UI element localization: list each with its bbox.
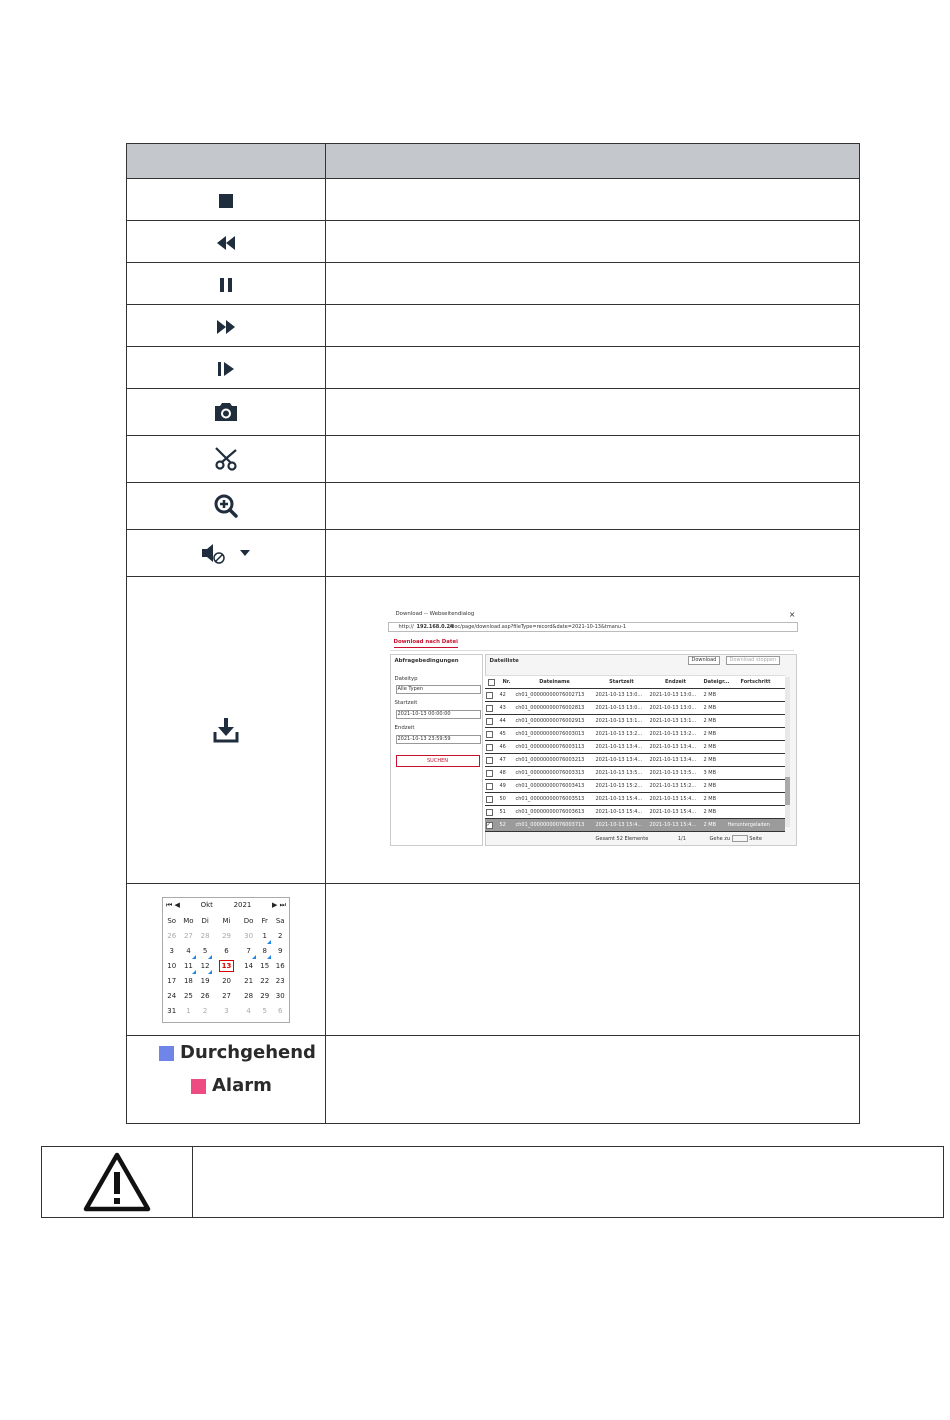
calendar-day[interactable]: 1 xyxy=(186,1007,191,1015)
calendar-day[interactable]: 15 xyxy=(260,962,270,970)
download-button[interactable]: Download xyxy=(688,656,721,665)
legend-continuous-label: Durchgehend xyxy=(180,1042,316,1063)
cell-progress: Heruntergeladen xyxy=(727,819,785,832)
weekday-label: Do xyxy=(243,917,254,925)
cell-end: 2021-10-13 13:1... xyxy=(649,715,703,728)
row-description xyxy=(326,1036,860,1124)
table-row xyxy=(127,884,860,1036)
cell-start: 2021-10-13 15:4... xyxy=(595,819,649,832)
calendar-grid xyxy=(164,914,288,1019)
calendar-day-with-recording[interactable]: 4 xyxy=(179,944,197,959)
row-checkbox[interactable] xyxy=(486,757,493,764)
total-count: Gesamt 52 Elemente xyxy=(595,836,649,842)
calendar-day[interactable]: 27 xyxy=(183,932,193,940)
cell-size: 3 MB xyxy=(703,767,727,780)
row-description xyxy=(326,347,860,389)
camera-icon xyxy=(214,402,238,422)
cell-nr: 49 xyxy=(499,780,515,793)
cell-nr: 47 xyxy=(499,754,515,767)
row-description xyxy=(326,221,860,263)
table-row xyxy=(127,347,860,389)
cell-end: 2021-10-13 13:0... xyxy=(649,689,703,702)
col-filename: Dateiname xyxy=(515,676,595,689)
calendar-week xyxy=(164,1004,288,1019)
cell-nr: 43 xyxy=(499,702,515,715)
calendar-month: Okt xyxy=(200,900,213,909)
calendar-day[interactable]: 2 xyxy=(277,932,283,940)
audio-mute-icon xyxy=(201,542,227,564)
table-row[interactable] xyxy=(485,728,785,741)
cell-filename: ch01_00000000076003613 xyxy=(515,806,595,819)
calendar-day[interactable]: 9 xyxy=(277,947,283,955)
row-checkbox[interactable] xyxy=(486,744,493,751)
table-row xyxy=(127,530,860,577)
cell-filename: ch01_00000000076003013 xyxy=(515,728,595,741)
calendar-day[interactable]: 26 xyxy=(200,992,210,1000)
cell-progress xyxy=(727,715,785,728)
calendar-day-with-recording[interactable]: 8 xyxy=(257,944,272,959)
calendar-day[interactable]: 4 xyxy=(246,1007,251,1015)
calendar-day[interactable]: 2 xyxy=(202,1007,208,1015)
table-row[interactable] xyxy=(485,793,785,806)
calendar-day[interactable]: 17 xyxy=(167,977,177,985)
calendar-day[interactable]: 23 xyxy=(275,977,285,985)
cell-size: 2 MB xyxy=(703,819,727,832)
row-checkbox[interactable] xyxy=(486,718,493,725)
cell-end: 2021-10-13 15:2... xyxy=(649,780,703,793)
chevron-down-icon[interactable] xyxy=(239,548,251,558)
calendar-day-with-recording[interactable]: 11 xyxy=(179,959,197,974)
calendar-week xyxy=(164,929,288,944)
calendar-day[interactable]: 21 xyxy=(244,977,254,985)
calendar-day[interactable]: 5 xyxy=(262,1007,267,1015)
row-description xyxy=(326,263,860,305)
address-bar xyxy=(388,622,798,632)
cell-progress xyxy=(727,741,785,754)
query-panel xyxy=(390,654,483,846)
cell-start: 2021-10-13 13:0... xyxy=(595,702,649,715)
table-row[interactable] xyxy=(485,754,785,767)
calendar-day-with-recording[interactable]: 5 xyxy=(197,944,212,959)
goto-label: Gehe zu xyxy=(709,836,731,842)
cell-nr: 52 xyxy=(499,819,515,832)
legend-continuous xyxy=(127,1042,325,1063)
pagination xyxy=(596,835,762,842)
table-row xyxy=(127,577,860,884)
cell-filename: ch01_00000000076002713 xyxy=(515,689,595,702)
scrollbar[interactable] xyxy=(785,677,790,827)
cell-end: 2021-10-13 15:4... xyxy=(649,819,703,832)
row-description xyxy=(326,436,860,483)
url-host: 192.168.0.24 xyxy=(416,624,454,630)
table-header-row xyxy=(127,144,860,179)
row-description xyxy=(326,483,860,530)
cell-start: 2021-10-13 13:5... xyxy=(595,767,649,780)
row-checkbox[interactable] xyxy=(486,731,493,738)
table-row-selected[interactable] xyxy=(485,819,785,832)
cell-end: 2021-10-13 15:4... xyxy=(649,793,703,806)
calendar-day[interactable]: 16 xyxy=(275,962,285,970)
cell-size: 2 MB xyxy=(703,741,727,754)
prev-year-icon[interactable]: ⏮ xyxy=(166,900,173,909)
cell-start: 2021-10-13 15:4... xyxy=(595,806,649,819)
cell-size: 2 MB xyxy=(703,715,727,728)
weekday-label: Mi xyxy=(222,917,231,925)
col-nr: Nr. xyxy=(499,676,515,689)
cell-progress xyxy=(727,754,785,767)
selected-day-label: 13 xyxy=(219,960,235,972)
weekday-label: Di xyxy=(201,917,209,925)
calendar-day-with-recording[interactable]: 1 xyxy=(257,929,272,944)
table-row xyxy=(127,389,860,436)
calendar-week xyxy=(164,974,288,989)
scissors-icon xyxy=(214,446,238,472)
alarm-swatch xyxy=(191,1079,206,1094)
calendar-day[interactable]: 28 xyxy=(244,992,254,1000)
warning-text xyxy=(193,1147,944,1218)
stop-icon xyxy=(218,193,234,209)
legend-alarm xyxy=(127,1075,325,1096)
close-icon[interactable]: × xyxy=(788,610,796,619)
calendar-day[interactable]: 14 xyxy=(244,962,254,970)
weekday-label: Fr xyxy=(261,917,268,925)
cell-progress xyxy=(727,702,785,715)
table-row[interactable] xyxy=(485,806,785,819)
col-size: Dateigr... xyxy=(703,676,727,689)
next-year-icon[interactable]: ⏭ xyxy=(279,900,286,909)
table-row xyxy=(127,483,860,530)
calendar-day[interactable]: 28 xyxy=(200,932,210,940)
cell-size: 2 MB xyxy=(703,780,727,793)
row-checkbox[interactable] xyxy=(486,692,493,699)
calendar-day[interactable]: 18 xyxy=(183,977,193,985)
page-label: Seite xyxy=(749,836,762,842)
calendar-day-with-recording[interactable]: 7 xyxy=(240,944,257,959)
cell-end: 2021-10-13 13:4... xyxy=(649,741,703,754)
table-row xyxy=(127,1036,860,1124)
legend-alarm-label: Alarm xyxy=(212,1075,272,1096)
table-row xyxy=(127,221,860,263)
col-start: Startzeit xyxy=(595,676,649,689)
cell-filename: ch01_00000000076002913 xyxy=(515,715,595,728)
calendar-day[interactable]: 29 xyxy=(222,932,231,940)
pause-icon xyxy=(218,277,234,293)
weekday-label: So xyxy=(167,917,177,925)
end-label: Endzeit xyxy=(394,725,415,731)
calendar-week xyxy=(164,989,288,1004)
header-cell-description xyxy=(326,144,860,179)
row-description xyxy=(326,179,860,221)
row-checkbox[interactable] xyxy=(486,796,493,803)
end-time-input[interactable]: 2021-10-13 23:59:59 xyxy=(396,735,481,744)
filetype-select[interactable]: Alle Typen xyxy=(396,685,481,694)
warning-icon xyxy=(83,1152,151,1212)
stop-download-button[interactable]: Download stoppen xyxy=(726,656,781,665)
calendar-day[interactable]: 19 xyxy=(200,977,210,985)
row-description xyxy=(326,305,860,347)
fast-forward-icon xyxy=(216,320,236,334)
calendar-day[interactable]: 29 xyxy=(260,992,270,1000)
cell-size: 2 MB xyxy=(703,702,727,715)
continuous-swatch xyxy=(159,1046,174,1061)
prev-month-icon[interactable]: ◀ xyxy=(174,900,180,909)
calendar-day[interactable]: 3 xyxy=(224,1007,229,1015)
cell-start: 2021-10-13 13:2... xyxy=(595,728,649,741)
cell-nr: 51 xyxy=(499,806,515,819)
cell-end: 2021-10-13 13:5... xyxy=(649,767,703,780)
cell-size: 2 MB xyxy=(703,689,727,702)
cell-start: 2021-10-13 13:4... xyxy=(595,754,649,767)
goto-page-input[interactable] xyxy=(732,835,748,842)
calendar-day[interactable]: 25 xyxy=(183,992,193,1000)
cell-end: 2021-10-13 13:2... xyxy=(649,728,703,741)
row-description xyxy=(326,884,860,1036)
weekday-row xyxy=(164,914,288,929)
col-end: Endzeit xyxy=(649,676,703,689)
cell-filename: ch01_00000000076003313 xyxy=(515,767,595,780)
file-list-title: Dateiliste xyxy=(489,658,519,664)
icon-reference-table xyxy=(126,143,860,1124)
calendar-day[interactable]: 3 xyxy=(169,947,174,955)
row-checkbox[interactable] xyxy=(486,770,493,777)
calendar-day[interactable]: 6 xyxy=(277,1007,283,1015)
cell-end: 2021-10-13 13:0... xyxy=(649,702,703,715)
cell-progress xyxy=(727,689,785,702)
calendar-day[interactable]: 24 xyxy=(167,992,177,1000)
table-row xyxy=(127,436,860,483)
filetype-label: Dateityp xyxy=(394,676,418,682)
cell-nr: 50 xyxy=(499,793,515,806)
calendar-year: 2021 xyxy=(233,900,252,909)
url-path: /doc/page/download.asp?fileType=record&date=2021-10-13&tmanu-1 xyxy=(449,624,627,630)
cell-size: 2 MB xyxy=(703,793,727,806)
cell-start: 2021-10-13 15:2... xyxy=(595,780,649,793)
calendar-week xyxy=(164,944,288,959)
calendar-day[interactable]: 6 xyxy=(224,947,229,955)
cell-progress xyxy=(727,728,785,741)
dialog-title: Download -- Webseitendialog xyxy=(395,611,475,617)
select-all-checkbox[interactable] xyxy=(488,679,495,686)
download-dialog-screenshot xyxy=(388,610,798,850)
calendar-day[interactable]: 10 xyxy=(167,962,177,970)
cell-start: 2021-10-13 13:0... xyxy=(595,689,649,702)
table-row xyxy=(127,305,860,347)
calendar-day-with-recording[interactable]: 12 xyxy=(197,959,212,974)
rewind-icon xyxy=(216,236,236,250)
cell-end: 2021-10-13 15:4... xyxy=(649,806,703,819)
search-button[interactable]: SUCHEN xyxy=(396,755,480,767)
file-table-header xyxy=(485,676,785,689)
frame-step-icon xyxy=(217,361,235,377)
cell-nr: 44 xyxy=(499,715,515,728)
cell-start: 2021-10-13 13:1... xyxy=(595,715,649,728)
cell-size: 2 MB xyxy=(703,754,727,767)
cell-end: 2021-10-13 13:4... xyxy=(649,754,703,767)
calendar-day[interactable]: 30 xyxy=(244,932,254,940)
calendar-day[interactable]: 26 xyxy=(167,932,177,940)
table-row xyxy=(127,179,860,221)
cell-start: 2021-10-13 13:4... xyxy=(595,741,649,754)
cell-filename: ch01_00000000076002813 xyxy=(515,702,595,715)
header-cell-icon xyxy=(127,144,326,179)
page-info: 1/1 xyxy=(677,836,686,842)
warning-note xyxy=(41,1146,944,1218)
table-row[interactable] xyxy=(485,780,785,793)
cell-progress xyxy=(727,767,785,780)
table-row xyxy=(127,263,860,305)
weekday-label: Mo xyxy=(183,917,194,925)
cell-filename: ch01_00000000076003413 xyxy=(515,780,595,793)
cell-filename: ch01_00000000076003713 xyxy=(515,819,595,832)
cell-filename: ch01_00000000076003113 xyxy=(515,741,595,754)
cell-progress xyxy=(727,780,785,793)
query-panel-title: Abfragebedingungen xyxy=(394,658,459,664)
file-table xyxy=(485,675,785,832)
cell-size: 2 MB xyxy=(703,806,727,819)
weekday-label: Sa xyxy=(275,917,285,925)
start-time-input[interactable]: 2021-10-13 00:00:00 xyxy=(396,710,481,719)
calendar-day-selected[interactable] xyxy=(213,959,240,974)
url-prefix: http:// xyxy=(398,624,414,630)
cell-start: 2021-10-13 15:4... xyxy=(595,793,649,806)
calendar-day[interactable]: 27 xyxy=(222,992,231,1000)
table-row[interactable] xyxy=(485,702,785,715)
cell-progress xyxy=(727,793,785,806)
cell-progress xyxy=(727,806,785,819)
next-month-icon[interactable]: ▶ xyxy=(272,900,278,909)
table-row[interactable] xyxy=(485,689,785,702)
cell-size: 2 MB xyxy=(703,728,727,741)
cell-nr: 46 xyxy=(499,741,515,754)
col-progress: Fortschritt xyxy=(727,676,785,689)
download-icon xyxy=(213,717,239,743)
calendar-week xyxy=(164,959,288,974)
row-description xyxy=(326,389,860,436)
row-description xyxy=(326,530,860,577)
row-checkbox-checked[interactable]: ✓ xyxy=(486,821,491,828)
calendar-day[interactable]: 22 xyxy=(260,977,270,985)
row-checkbox[interactable] xyxy=(486,783,493,790)
cell-nr: 42 xyxy=(499,689,515,702)
table-row[interactable] xyxy=(485,741,785,754)
row-checkbox[interactable] xyxy=(486,705,493,712)
table-row[interactable] xyxy=(485,715,785,728)
row-checkbox[interactable] xyxy=(486,809,493,816)
calendar-day[interactable]: 30 xyxy=(275,992,285,1000)
cell-filename: ch01_00000000076003213 xyxy=(515,754,595,767)
start-label: Startzeit xyxy=(394,700,418,706)
calendar-widget xyxy=(162,897,290,1023)
zoom-in-icon xyxy=(214,494,238,518)
cell-filename: ch01_00000000076003513 xyxy=(515,793,595,806)
table-row[interactable] xyxy=(485,767,785,780)
calendar-day[interactable]: 20 xyxy=(222,977,231,985)
tab-download-by-file[interactable]: Download nach Datei xyxy=(394,639,459,648)
cell-nr: 48 xyxy=(499,767,515,780)
calendar-day[interactable]: 31 xyxy=(167,1007,177,1015)
cell-nr: 45 xyxy=(499,728,515,741)
